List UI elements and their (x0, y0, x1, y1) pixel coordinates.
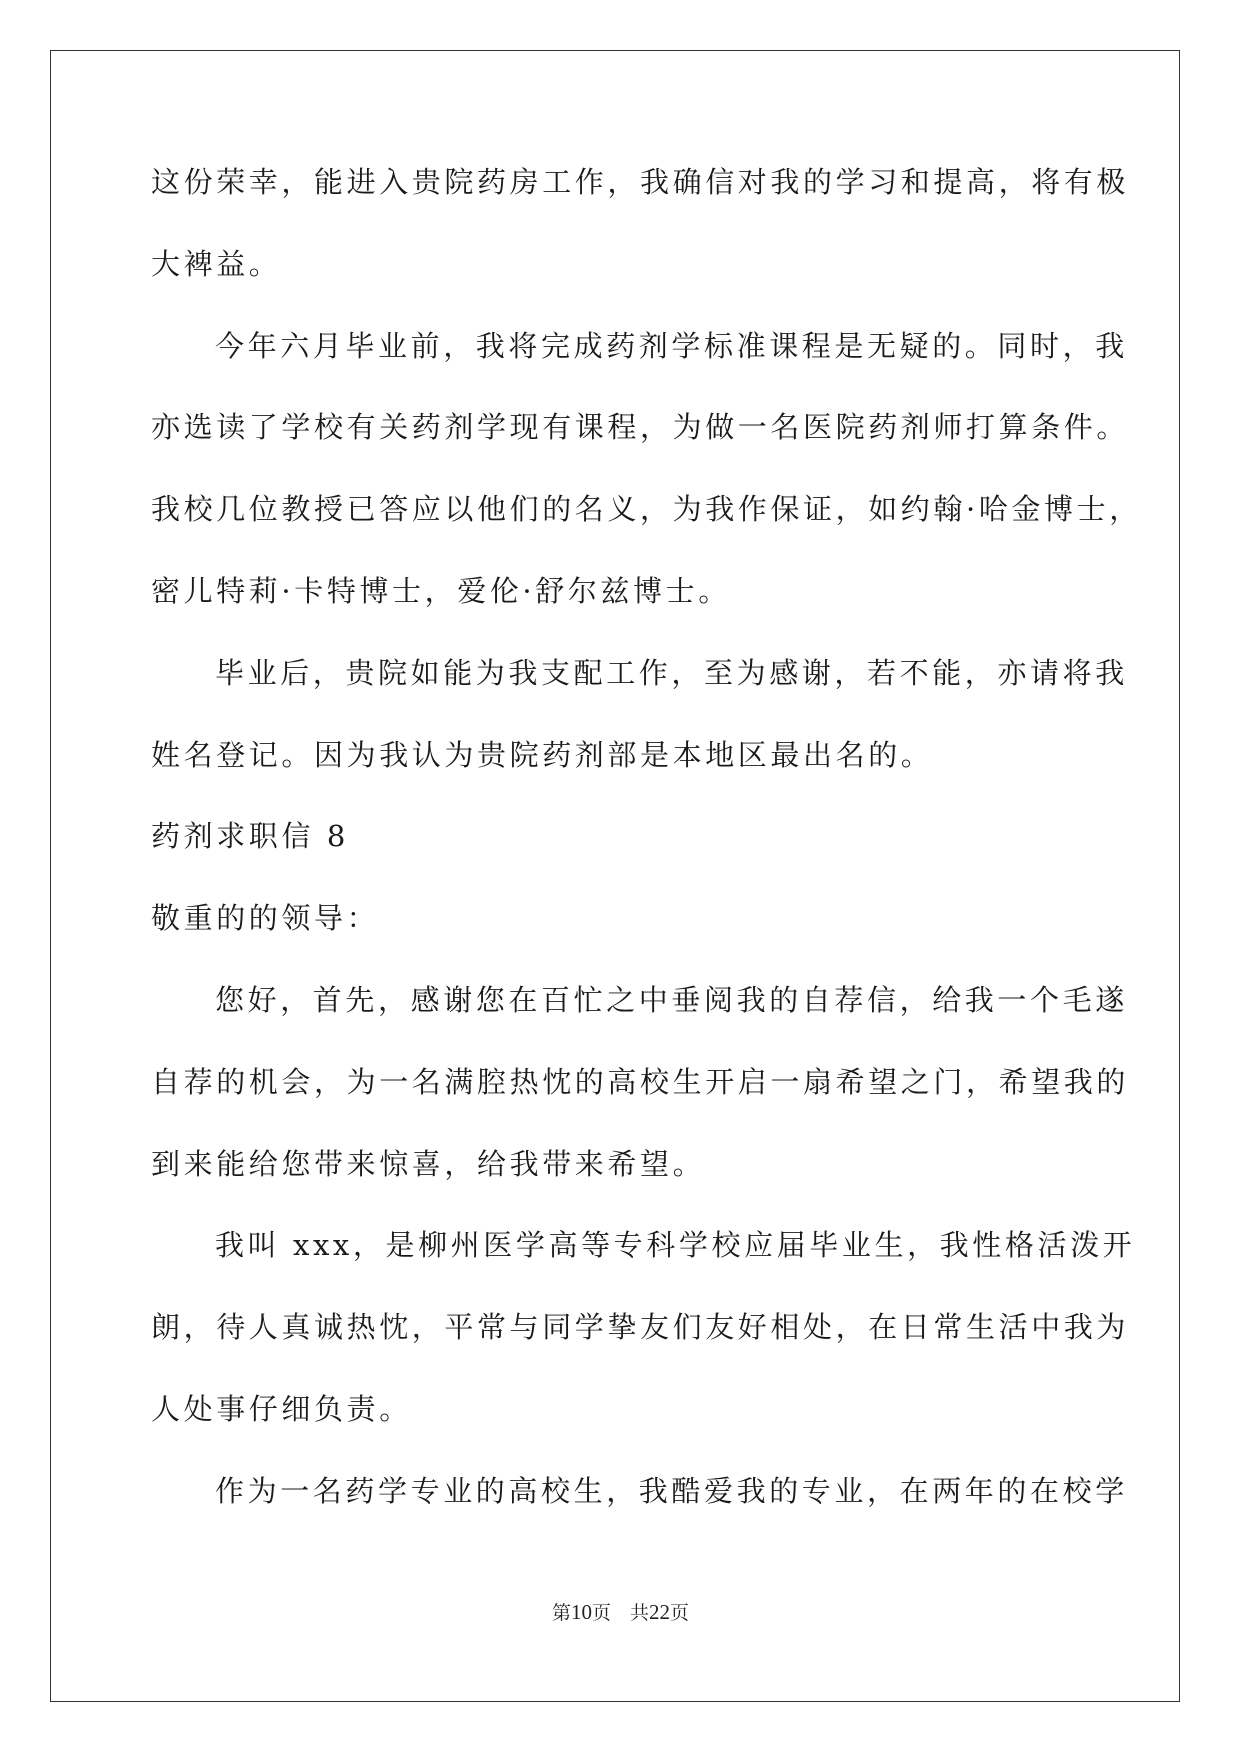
text-line: 我叫 xxx，是柳州医学高等专科学校应届毕业生，我性格活泼开 (215, 1228, 1136, 1263)
text-line: 亦选读了学校有关药剂学现有课程，为做一名医院药剂师打算条件。 (151, 410, 1130, 445)
text-line: 自荐的机会，为一名满腔热忱的高校生开启一扇希望之门，希望我的 (151, 1064, 1130, 1099)
text-line: 朗，待人真诚热忱，平常与同学挚友们友好相处，在日常生活中我为 (151, 1310, 1130, 1345)
page-mid: 页 共 (591, 1602, 649, 1624)
total-page-number: 22 (649, 1600, 670, 1624)
text-line: 到来能给您带来惊喜，给我带来希望。 (151, 1146, 706, 1181)
text-line: 您好，首先，感谢您在百忙之中垂阅我的自荐信，给我一个毛遂 (215, 982, 1128, 1017)
salutation: 敬重的的领导： (151, 901, 380, 936)
text-line: 密儿特莉·卡特博士，爱伦·舒尔兹博士。 (151, 573, 731, 608)
document-body (151, 160, 1142, 1551)
page-footer (0, 1598, 1241, 1625)
text-line: 作为一名药学专业的高校生，我酷爱我的专业，在两年的在校学 (215, 1473, 1128, 1508)
text-line: 人处事仔细负责。 (151, 1391, 412, 1426)
page-suffix: 页 (670, 1602, 690, 1624)
text-line: 我校几位教授已答应以他们的名义，为我作保证，如约翰·哈金博士， (151, 492, 1142, 527)
page-prefix: 第 (551, 1602, 571, 1624)
text-line: 毕业后，贵院如能为我支配工作，至为感谢，若不能，亦请将我 (215, 655, 1128, 690)
text-line: 这份荣幸，能进入贵院药房工作，我确信对我的学习和提高，将有极 (151, 165, 1130, 199)
section-heading: 药剂求职信 8 (151, 819, 349, 854)
text-line: 姓名登记。因为我认为贵院药剂部是本地区最出名的。 (151, 737, 934, 772)
current-page-number: 10 (570, 1600, 592, 1624)
text-line: 大裨益。 (151, 246, 282, 281)
text-line: 今年六月毕业前，我将完成药剂学标准课程是无疑的。同时，我 (215, 328, 1128, 363)
